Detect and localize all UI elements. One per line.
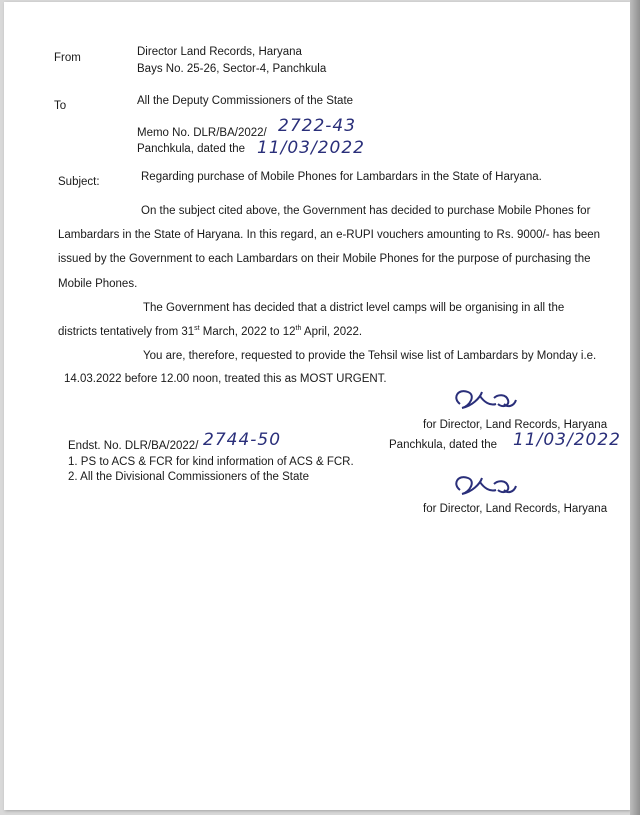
- para2-text-b: March, 2022 to 12: [199, 326, 296, 338]
- from-line-1: Director Land Records, Haryana: [137, 46, 302, 58]
- from-label: From: [54, 52, 81, 64]
- from-line-2: Bays No. 25-26, Sector-4, Panchkula: [137, 63, 327, 75]
- para3-line1: You are, therefore, requested to provide the Tehsil wise list of Lambardars by Monday i.e.: [143, 350, 597, 362]
- para2-line1: The Government has decided that a district level camps will be organising in all the: [143, 302, 565, 314]
- para2-text-c: April, 2022.: [301, 326, 363, 338]
- to-line: All the Deputy Commissioners of the State: [137, 95, 354, 107]
- para2-sup-2: th: [295, 325, 302, 332]
- memo-dated: Panchkula, dated the: [137, 143, 246, 155]
- to-label: To: [54, 100, 67, 112]
- memo-number: [137, 126, 267, 140]
- endorsement-number: Endst. No. DLR/BA/2022/: [68, 440, 199, 452]
- para1-line4: Mobile Phones.: [58, 278, 138, 290]
- signature-2-image: [450, 470, 520, 502]
- endorsement-handwritten-number: 2744-50: [203, 430, 282, 450]
- memo-handwritten-number: 2722-43: [278, 116, 357, 136]
- page-edge-shadow: [630, 0, 640, 815]
- signature-1-image: [450, 384, 520, 418]
- para2-line2: [58, 325, 362, 339]
- para2-sup-1: st: [194, 325, 200, 332]
- subject-label: Subject:: [58, 176, 100, 188]
- endorsement-dated: Panchkula, dated the: [389, 439, 498, 451]
- endorsement-handwritten-date: 11/03/2022: [513, 430, 621, 450]
- memo-prefix: Memo No. DLR/BA/2022/: [137, 127, 267, 139]
- subject-text: Regarding purchase of Mobile Phones for Lambardars in the State of Haryana.: [141, 171, 542, 183]
- para3-line2: 14.03.2022 before 12.00 noon, treated this as MOST URGENT.: [64, 373, 387, 385]
- endorsement-item-1: 1. PS to ACS & FCR for kind information of ACS & FCR.: [68, 456, 354, 468]
- para1-line2: Lambardars in the State of Haryana. In this regard, an e-RUPI vouchers amounting to Rs. 9000/- has been: [58, 229, 601, 241]
- memo-handwritten-date: 11/03/2022: [257, 138, 365, 158]
- signature-2-line: for Director, Land Records, Haryana: [423, 503, 608, 515]
- para1-line3: issued by the Government to each Lambardars on their Mobile Phones for the purpose of purchasing the: [58, 253, 591, 265]
- endorsement-item-2: 2. All the Divisional Commissioners of the State: [68, 471, 309, 483]
- letter-page: [4, 2, 630, 810]
- para1-line1: On the subject cited above, the Government has decided to purchase Mobile Phones for: [141, 205, 591, 217]
- para2-text-a: districts tentatively from 31: [58, 326, 195, 338]
- signature-1-line: for Director, Land Records, Haryana: [423, 419, 608, 431]
